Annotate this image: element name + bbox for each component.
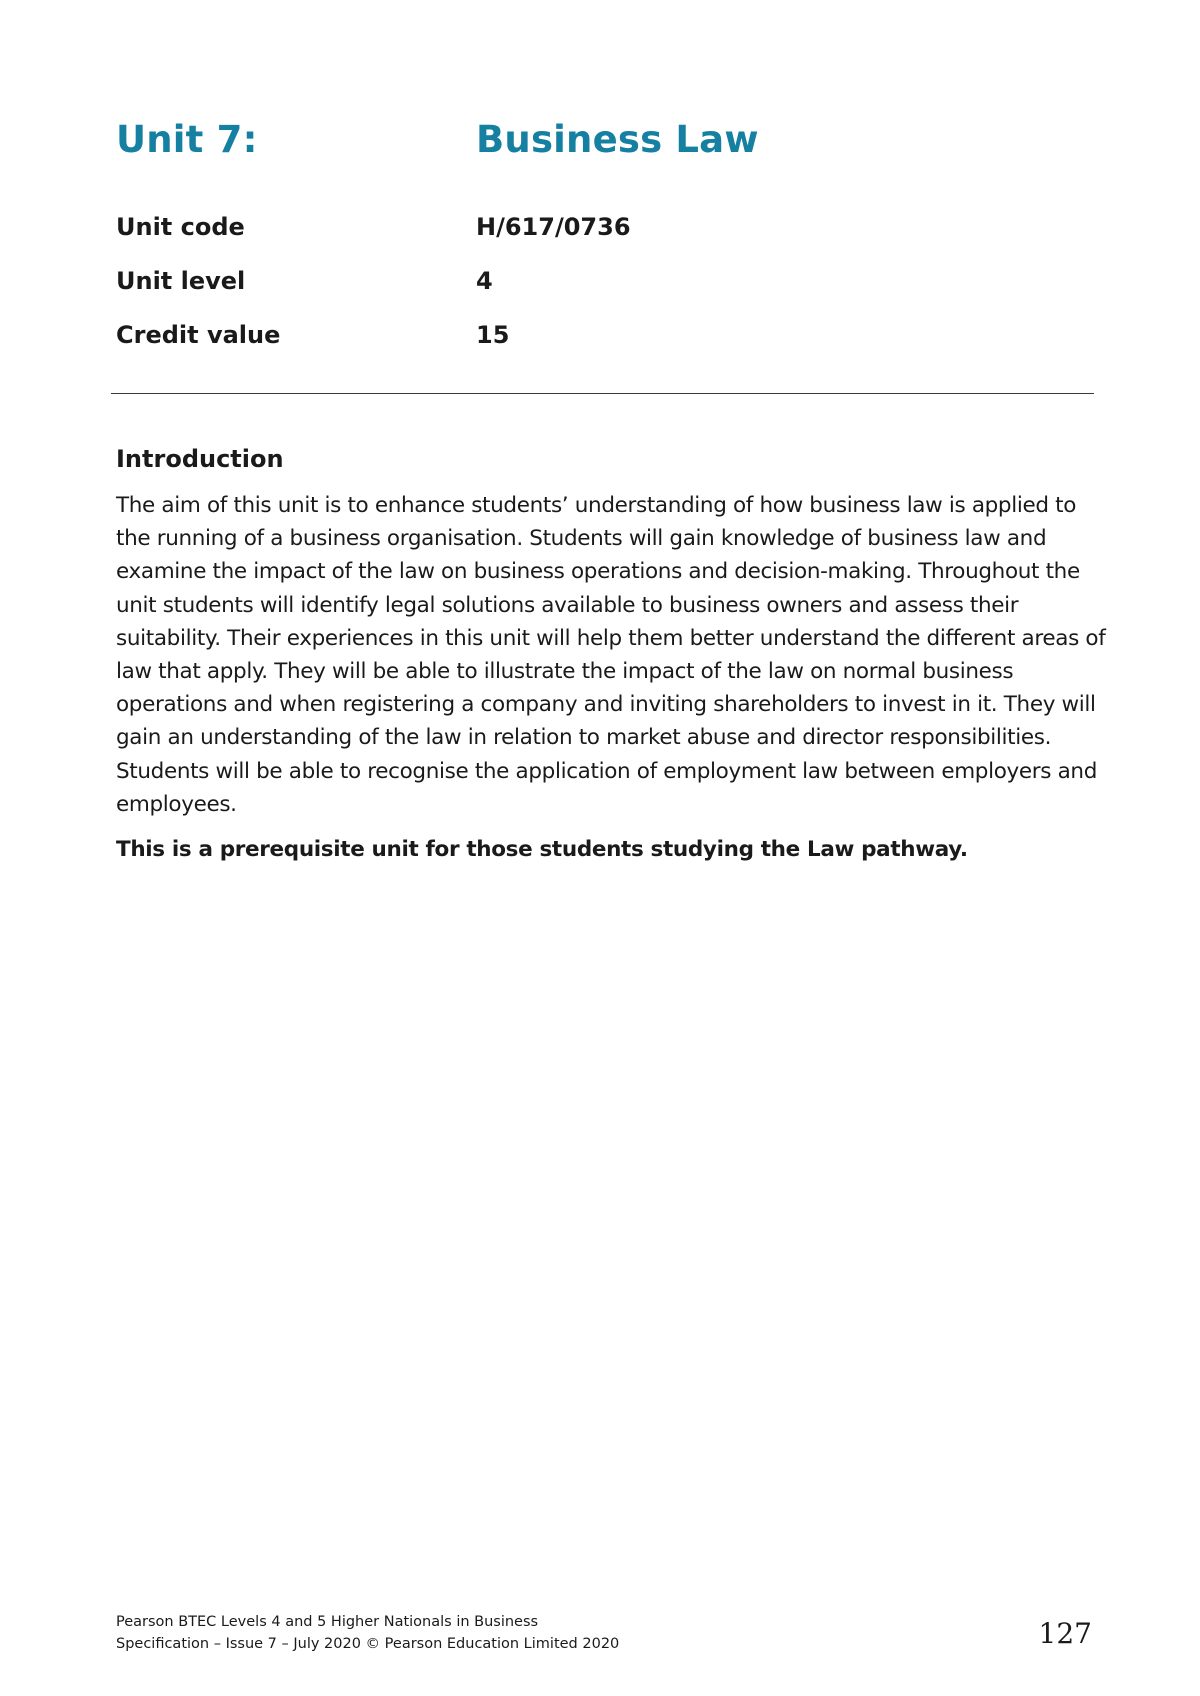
introduction-body: The aim of this unit is to enhance students’ understanding of how business law is applied to the running of a business organisation. Students will gain knowledge of business law and examine the impact of the law on business operations and decision-making. Throughout the unit students will identify legal solutions available to business owners and assess their suitability. Their experiences in this unit will help them better understand the different areas of law that apply. They will be able to illustrate the impact of the law on normal business operations and when registering a company and inviting shareholders to invest in it. They will gain an understanding of the law in relation to market abuse and director responsibilities. Students will be able to recognise the application of employment law between employers and employees. <box>116 493 1106 817</box>
unit-code-row <box>116 213 1096 267</box>
page-footer <box>116 1611 1096 1661</box>
section-divider <box>111 393 1094 394</box>
introduction-section <box>116 445 1106 866</box>
unit-title: Business Law <box>476 118 759 161</box>
unit-code-label: Unit code <box>116 213 245 241</box>
introduction-heading: Introduction <box>116 445 284 473</box>
unit-header <box>116 118 1096 178</box>
footer-line-2: Specification – Issue 7 – July 2020 © Pearson Education Limited 2020 <box>116 1636 620 1652</box>
unit-meta-table <box>116 213 1096 375</box>
unit-level-row <box>116 267 1096 321</box>
page-number: 127 <box>1038 1617 1092 1650</box>
unit-level-label: Unit level <box>116 267 246 295</box>
footer-text <box>116 1611 619 1655</box>
footer-line-1: Pearson BTEC Levels 4 and 5 Higher Nationals in Business <box>116 1614 539 1630</box>
credit-value-value: 15 <box>476 321 510 349</box>
unit-level-value: 4 <box>476 267 493 295</box>
credit-value-row <box>116 321 1096 375</box>
unit-code-value: H/617/0736 <box>476 213 631 241</box>
unit-number: Unit 7: <box>116 118 258 161</box>
prerequisite-note: This is a prerequisite unit for those students studying the Law pathway. <box>116 837 968 863</box>
credit-value-label: Credit value <box>116 321 281 349</box>
